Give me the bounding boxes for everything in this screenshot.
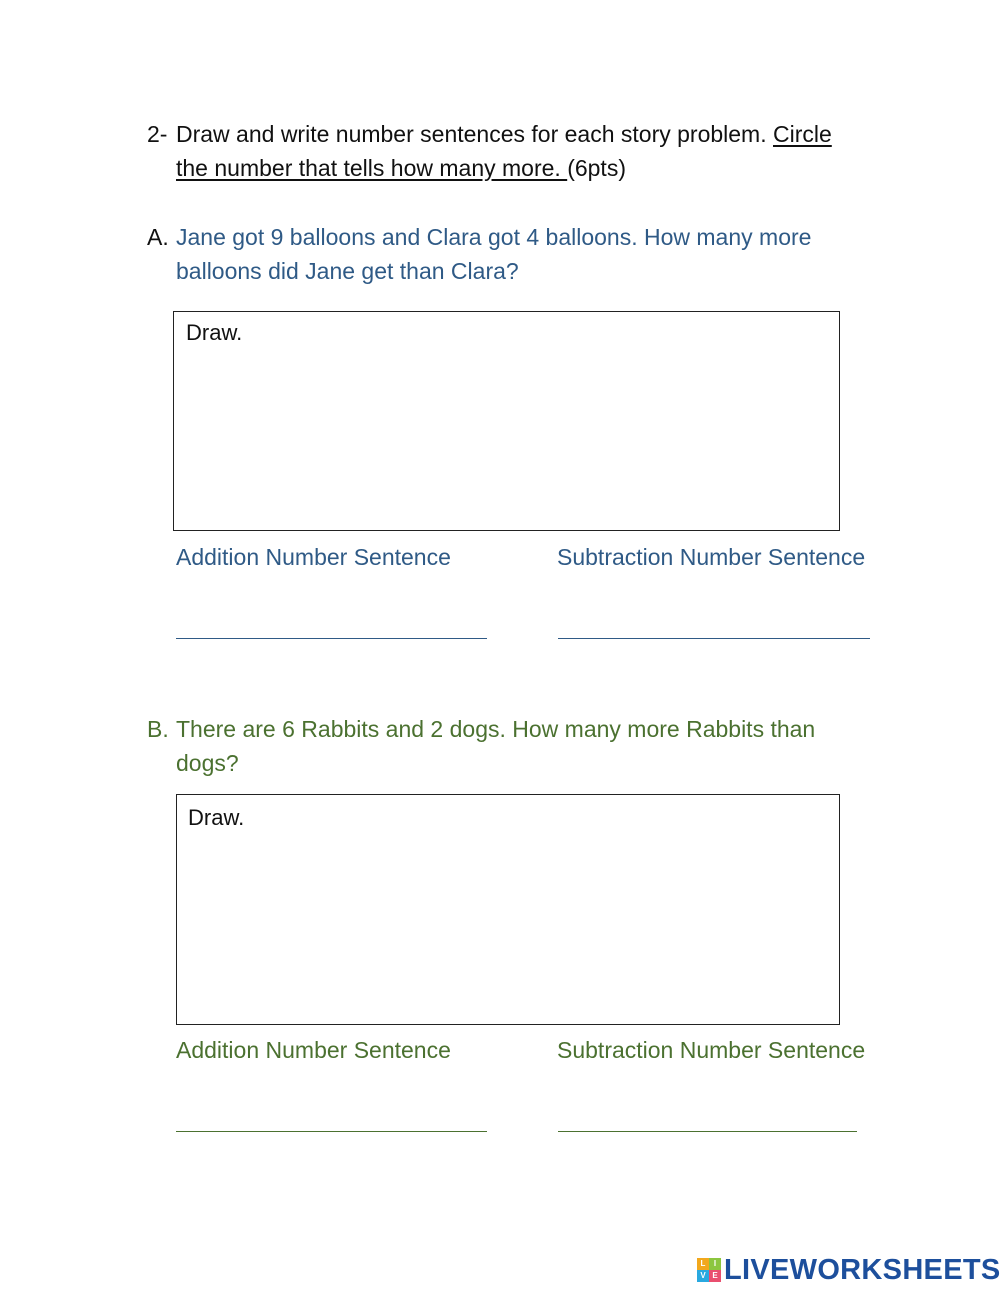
problem-a-label: A.: [147, 224, 169, 250]
points-label: (6pts): [567, 155, 626, 181]
problem-b-text-line2: dogs?: [176, 750, 239, 776]
problem-a-draw-box[interactable]: [173, 311, 840, 531]
problem-b-subtraction-label: Subtraction Number Sentence: [557, 1037, 866, 1063]
problem-b-text-line1: There are 6 Rabbits and 2 dogs. How many more Rabbits than: [176, 716, 816, 742]
liveworksheets-logo: [697, 1252, 1000, 1288]
problem-b-draw-label: Draw.: [188, 805, 245, 830]
question-instruction-line1: [176, 117, 832, 151]
problem-b-draw-box[interactable]: [176, 794, 840, 1025]
liveworksheets-logo-text: LIVEWORKSHEETS: [724, 1253, 1000, 1286]
instruction-text: Draw and write number sentences for each story problem.: [176, 121, 773, 147]
problem-a-text-line2: balloons did Jane get than Clara?: [176, 258, 519, 284]
problem-b-addition-answer-line[interactable]: [176, 1131, 487, 1132]
question-instruction-line2: [176, 151, 626, 185]
problem-b-subtraction-answer-line[interactable]: [558, 1131, 857, 1132]
problem-b-addition-label: Addition Number Sentence: [176, 1037, 451, 1063]
problem-a-addition-label: Addition Number Sentence: [176, 544, 451, 570]
problem-a-subtraction-label: Subtraction Number Sentence: [557, 544, 866, 570]
problem-a-text-line1: Jane got 9 balloons and Clara got 4 balloons. How many more: [176, 224, 812, 250]
instruction-underlined-circle: Circle: [773, 121, 832, 147]
problem-a-draw-label: Draw.: [186, 320, 243, 345]
liveworksheets-logo-icon: L I V E: [697, 1258, 721, 1282]
problem-b-label: B.: [147, 716, 169, 742]
instruction-underlined-text: the number that tells how many more.: [176, 155, 568, 181]
question-number: 2-: [147, 121, 168, 147]
problem-a-addition-answer-line[interactable]: [176, 638, 487, 639]
problem-a-subtraction-answer-line[interactable]: [558, 638, 870, 639]
